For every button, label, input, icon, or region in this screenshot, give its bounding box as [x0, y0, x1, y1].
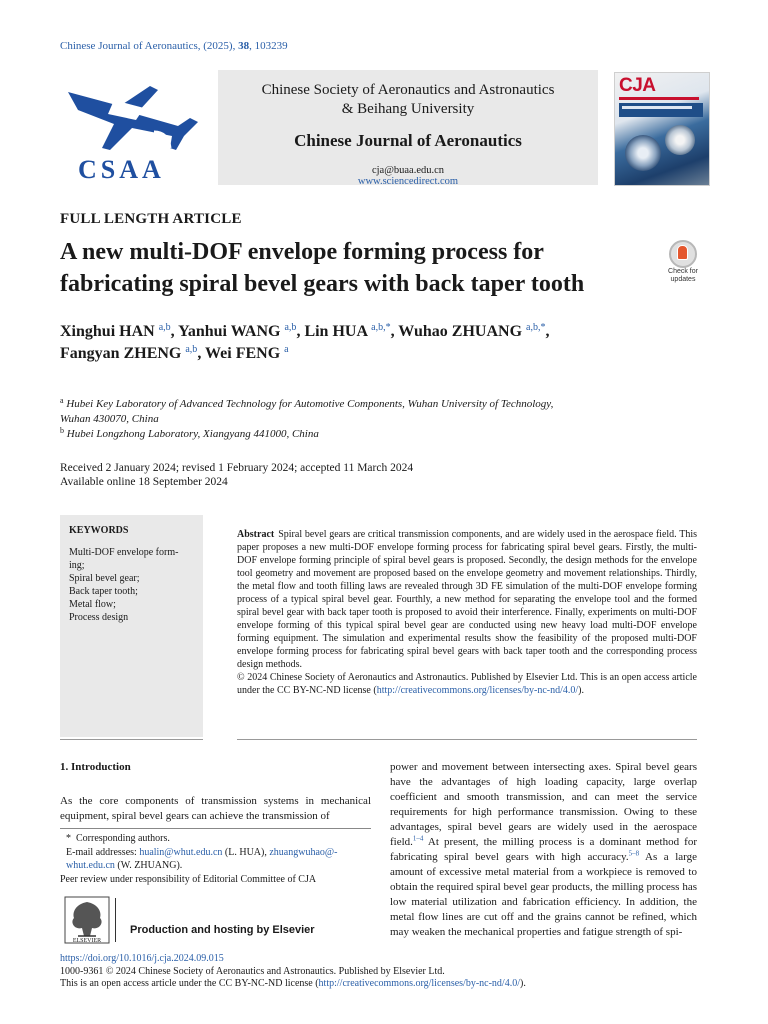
cover-gear-icon: [625, 135, 661, 171]
license-link[interactable]: http://creativecommons.org/licenses/by-nc-nd/4.0/: [376, 685, 579, 696]
issn-line: 1000-9361 © 2024 Chinese Society of Aeronautics and Astronautics. Published by Elsevier Ltd.: [60, 965, 445, 977]
license-line: This is an open access article under the CC BY-NC-ND license (http://creativecommons.org/licenses/by-nc-nd/4.0/).: [60, 978, 526, 989]
author-affiliation-mark[interactable]: a,b,*: [371, 322, 391, 333]
journal-cover-image[interactable]: [614, 72, 710, 186]
svg-text:CSAA: CSAA: [78, 155, 165, 184]
abstract-body: Abstract Spiral bevel gears are critical transmission components, and are widely used in the aerospace field. This paper proposes a new multi-DOF envelope forming process for fabricating spiral bevel gears. Firstly, the multi-DOF envelope forming principle of spiral bevel gears is proposed. Secondly, the design methods for the envelope tool geometry and movement are proposed based on the envelope geometry and movement relationships. Thirdly, the metal flow and tooth filling laws are revealed through 3D FE simulation of the multi-DOF envelope forming process of a typical spiral bevel gear. Fourthly, a new method for separating the envelope tool and the formed spiral bevel gear with back taper tooth is proposed to avoid their interference. Finally, experiments on multi-DOF envelope forming of this typical spiral bevel gear are conducted using new heavy load multi-DOF envelope forming equipment. The simulation and experimental results show the feasibility of the proposed multi-DOF envelope forming process for fabricating spiral bevel gears with back taper tooth and the corresponding process design methods.: [237, 529, 697, 670]
corresponding-footnote: * Corresponding authors.: [66, 833, 170, 844]
body-column-right: power and movement between intersecting axes. Spiral bevel gears have the advantages of high loading capacity, large overlap coefficient and smooth transmission, and can meet the service requirements for high performance transmission. Owing to these advantages, spiral bevel gears are widely used in the aerospace field.$^{1-4}$ At present, the milling process is a dominant method for fabricating spiral bevel gears with high accuracy.$^{5-8}$ As a large amount of excessive metal material from a workpiece is removed to obtain the required spiral bevel gear products, the milling process has low material utilization and fabrication efficiency. In addition, the metal flow lines are cut off and the grains cannot be refined, which may weaken the mechanical properties and fatigue strength of spi-: [390, 761, 697, 938]
section-heading: 1. Introduction: [60, 761, 131, 773]
keyword-item[interactable]: ing;: [69, 560, 85, 571]
author-affiliation-mark[interactable]: a,b: [158, 322, 171, 333]
check-for-updates-button[interactable]: Check for updates: [664, 240, 702, 278]
elsevier-tree-icon[interactable]: [64, 896, 110, 944]
keyword-item[interactable]: Back taper tooth;: [69, 586, 138, 597]
author-line-1: Xinghui HAN $^{a,b}$, Yanhui WANG $^{a,b}$, Lin HUA $^{a,b,*}$, Wuhao ZHUANG $^{a,b,*}$,: [60, 322, 550, 340]
cover-title-banner: [619, 103, 703, 117]
keyword-item[interactable]: Multi-DOF envelope form-: [69, 547, 179, 558]
journal-citation[interactable]: Chinese Journal of Aeronautics, (2025), 38, 103239: [60, 40, 288, 52]
csaa-emblem-icon: [58, 70, 212, 185]
email-link[interactable]: whut.edu.cn: [66, 860, 115, 871]
society-name: Chinese Society of Aeronautics and Astronautics & Beihang University: [261, 82, 555, 117]
abstract-copyright: © 2024 Chinese Society of Aeronautics and Astronautics. Published by Elsevier Ltd. This is an open access article under the CC BY-NC-ND license (http://creativecommons.org/licenses/by-nc-nd/4.0/).: [237, 672, 697, 696]
author-name[interactable]: Wuhao ZHUANG: [398, 323, 523, 340]
article-type: FULL LENGTH ARTICLE: [60, 211, 242, 227]
csaa-logo: [58, 70, 212, 185]
author-name[interactable]: Yanhui WANG: [178, 323, 281, 340]
journal-title: Chinese Journal of Aeronautics: [294, 131, 522, 150]
affiliations: $^a$ Hubei Key Laboratory of Advanced Technology for Automotive Components, Wuhan University of Technology, Wuhan 430070, China $^b$ Hubei Longzhong Laboratory, Xiangyang 441000, China: [60, 397, 700, 442]
keywords-list: [69, 546, 199, 624]
body-column-left: [60, 760, 371, 824]
svg-text:ELSEVIER: ELSEVIER: [72, 938, 102, 944]
journal-email[interactable]: cja@buaa.edu.cn: [371, 165, 445, 176]
abstract: [237, 528, 697, 697]
author-name[interactable]: Lin HUA: [304, 323, 368, 340]
citation-ref[interactable]: 5–8: [628, 849, 640, 858]
sciencedirect-link[interactable]: www.sciencedirect.com: [357, 176, 459, 187]
citation-ref[interactable]: 1–4: [412, 834, 424, 843]
elsevier-tagline: Production and hosting by Elsevier: [130, 924, 315, 936]
cja-logo: CJA: [619, 75, 656, 96]
author-list: [60, 321, 710, 365]
abstract-label: Abstract: [237, 529, 275, 540]
author-line-2: Fangyan ZHENG $^{a,b}$, Wei FENG $^a$: [60, 344, 289, 362]
elsevier-hosting: [60, 896, 371, 946]
intro-paragraph: As the core components of transmission systems in mechanical equipment, spiral bevel gears can achieve the transmission of: [60, 795, 371, 822]
email-footnote: E-mail addresses: hualin@whut.edu.cn (L. HUA), zhuangwuhao@- whut.edu.cn (W. ZHUANG).: [66, 846, 338, 871]
footnotes: [60, 828, 371, 886]
page-footer: [60, 953, 710, 991]
keyword-item[interactable]: Process design: [69, 612, 129, 623]
author-affiliation-mark[interactable]: a,b: [284, 322, 297, 333]
masthead-info: [218, 70, 598, 185]
peer-review-note: Peer review under responsibility of Editorial Committee of CJA: [60, 873, 317, 885]
license-link[interactable]: http://creativecommons.org/licenses/by-nc-nd/4.0/: [318, 978, 520, 989]
article-title: A new multi-DOF envelope forming process for fabricating spiral bevel gears with back taper tooth: [60, 239, 585, 297]
crossmark-icon: [669, 240, 697, 268]
author-name[interactable]: Wei FENG: [205, 345, 281, 362]
journal-masthead: [58, 70, 708, 185]
keyword-item[interactable]: Spiral bevel gear;: [69, 573, 140, 584]
keywords-heading: KEYWORDS: [69, 525, 129, 536]
keywords-divider: [60, 739, 203, 740]
affiliation-b: $^b$ Hubei Longzhong Laboratory, Xiangyang 441000, China: [60, 426, 319, 440]
author-name[interactable]: Xinghui HAN: [60, 323, 155, 340]
email-link[interactable]: hualin@whut.edu.cn: [139, 846, 223, 858]
cover-gear-icon: [665, 125, 695, 155]
cover-divider: [619, 97, 699, 100]
author-name[interactable]: Fangyan ZHENG: [60, 345, 182, 362]
author-affiliation-mark[interactable]: a: [284, 344, 289, 355]
author-affiliation-mark[interactable]: a,b: [185, 344, 198, 355]
keywords-panel: [60, 515, 203, 737]
keyword-item[interactable]: Metal flow;: [69, 599, 116, 610]
author-affiliation-mark[interactable]: a,b,*: [526, 322, 546, 333]
elsevier-separator: [115, 898, 116, 942]
doi-link[interactable]: https://doi.org/10.1016/j.cja.2024.09.015: [60, 953, 224, 964]
email-link[interactable]: zhuangwuhao@-: [269, 846, 338, 858]
article-history: Received 2 January 2024; revised 1 February 2024; accepted 11 March 2024 Available online 18 September 2024: [60, 462, 414, 488]
affiliation-a: $^a$ Hubei Key Laboratory of Advanced Technology for Automotive Components, Wuhan University of Technology,: [60, 396, 554, 410]
abstract-divider: [237, 739, 697, 740]
